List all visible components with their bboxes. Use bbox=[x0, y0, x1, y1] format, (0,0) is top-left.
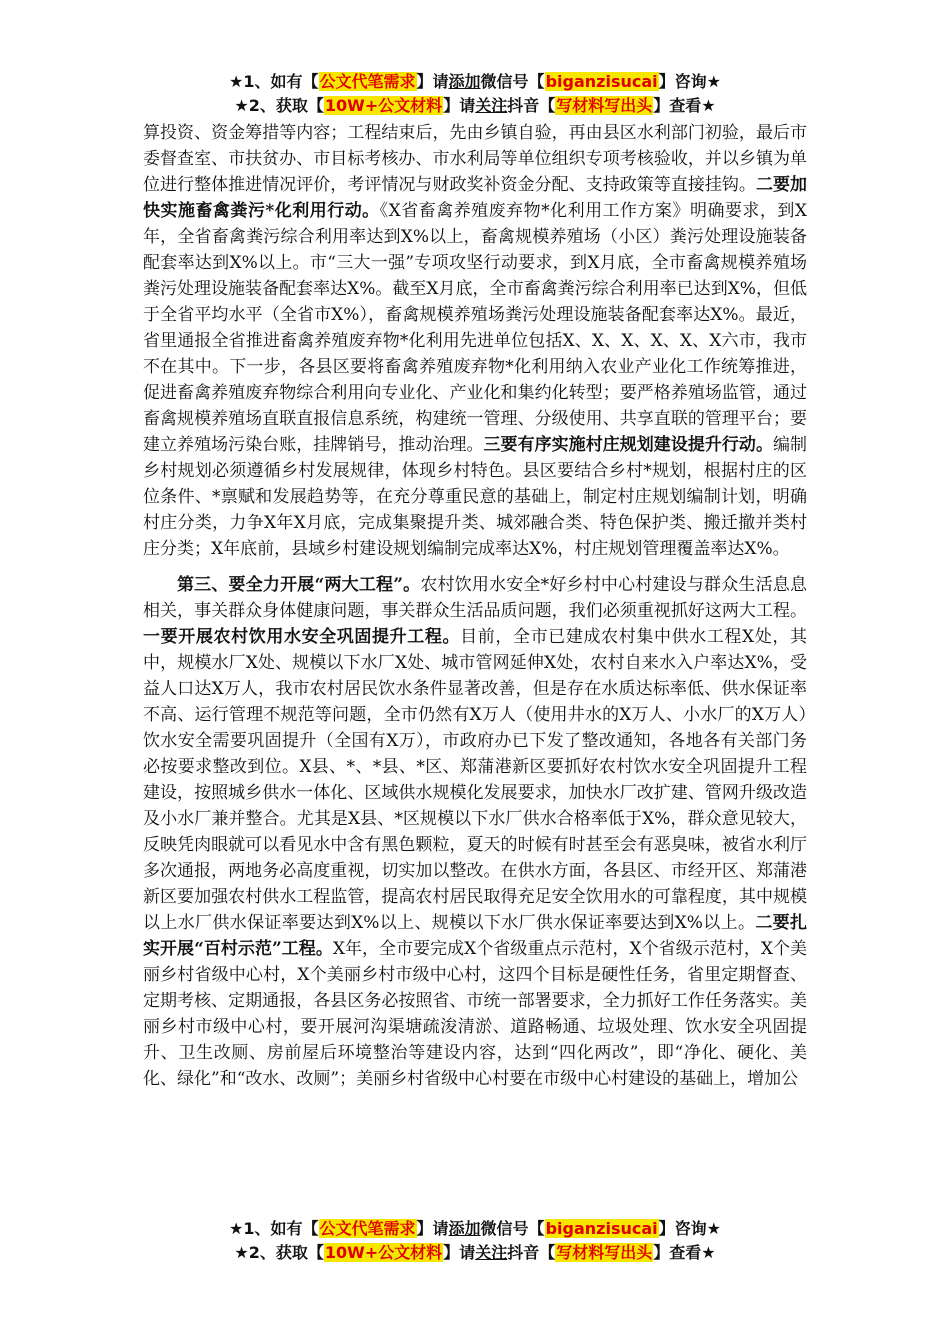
paragraph-text: 算投资、资金筹措等内容；工程结束后，先由乡镇自验，再由县区水利部门初验，最后市委督查室、市扶贫办、市目标考核办、市水利局等单位组织专项考核验收，并以乡镇为单位进行整体推进情况评价，考评情况与财政奖补资金分配、支持政策等直接挂钩。 bbox=[143, 123, 807, 195]
promo-line-1 bbox=[0, 1217, 950, 1241]
paragraph-text: 农村饮用水安全*好乡村中心村建设与群众生活息息相关，事关群众身体健康问题，事关群众生活品质问题，我们必须重视抓好这两大工程。 bbox=[143, 575, 807, 621]
promo-text: 】咨询★ bbox=[658, 1219, 721, 1238]
paragraph-text: X年，全市要完成X个省级重点示范村，X个省级示范村，X个美丽乡村省级中心村，X个美丽乡村市级中心村，这四个目标是硬性任务，省里定期督查、定期考核、定期通报，各县区务必按照省、市统一部署要求，全力抓好工作任务落实。美丽乡村市级中心村，要开展河沟渠塘疏浚清淤、道路畅通、垃圾处理、饮水安全巩固提升、卫生改厕、房前屋后环境整治等建设内容，达到“四化两改”，即“净化、硬化、美化、绿化”和“改水、改厕”；美丽乡村省级中心村要在市级中心村建设的基础上，增加公 bbox=[143, 939, 807, 1089]
highlight-tag: biganzisucai bbox=[545, 72, 658, 91]
bold-heading: 二要扎实开展“百村示范”工程。 bbox=[143, 913, 808, 959]
promo-text: 】请 bbox=[443, 1243, 476, 1262]
header-promo-banner bbox=[0, 70, 950, 118]
promo-text: ★2、获取【 bbox=[234, 96, 324, 115]
promo-text: 】查看★ bbox=[653, 96, 716, 115]
highlight-tag: 写材料写出头 bbox=[556, 96, 653, 115]
highlight-tag: 10W+公文材料 bbox=[324, 96, 443, 115]
underlined-text: 关注 bbox=[475, 96, 508, 115]
footer-promo-banner bbox=[0, 1217, 950, 1265]
promo-text: ★1、如有【 bbox=[229, 72, 319, 91]
document-body bbox=[143, 120, 807, 1092]
body-paragraph bbox=[143, 120, 807, 562]
promo-text: 】请 bbox=[416, 1219, 449, 1238]
underlined-text: 添加 bbox=[448, 72, 481, 91]
promo-line-2 bbox=[0, 94, 950, 118]
highlight-tag: 公文代笔需求 bbox=[319, 1219, 416, 1238]
promo-text: 】请 bbox=[416, 72, 449, 91]
promo-line-1 bbox=[0, 70, 950, 94]
highlight-tag: biganzisucai bbox=[545, 1219, 658, 1238]
promo-line-2 bbox=[0, 1241, 950, 1265]
promo-text: 抖音【 bbox=[507, 96, 556, 115]
section-heading: 第三、要全力开展“两大工程”。 bbox=[177, 575, 421, 595]
bold-heading: 三要有序实施村庄规划建设提升行动。 bbox=[483, 435, 773, 455]
highlight-tag: 公文代笔需求 bbox=[319, 72, 416, 91]
body-paragraph bbox=[143, 572, 807, 1092]
bold-heading: 一要开展农村饮用水安全巩固提升工程。 bbox=[143, 627, 461, 647]
underlined-text: 关注 bbox=[475, 1243, 508, 1262]
promo-text: ★1、如有【 bbox=[229, 1219, 319, 1238]
underlined-text: 添加 bbox=[448, 1219, 481, 1238]
promo-text: 微信号【 bbox=[480, 72, 545, 91]
paragraph-text: 编制乡村规划必须遵循乡村发展规律，体现乡村特色。县区要结合乡村*规划，根据村庄的区位条件、*禀赋和发展趋势等，在充分尊重民意的基础上，制定村庄规划编制计划，明确村庄分类，力争X年X月底，完成集聚提升类、城郊融合类、特色保护类、搬迁撤并类村庄分类；X年底前，县域乡村建设规划编制完成率达X%，村庄规划管理覆盖率达X%。 bbox=[143, 435, 808, 559]
promo-text: ★2、获取【 bbox=[234, 1243, 324, 1262]
promo-text: 】咨询★ bbox=[658, 72, 721, 91]
promo-text: 】查看★ bbox=[653, 1243, 716, 1262]
promo-text: 抖音【 bbox=[507, 1243, 556, 1262]
highlight-tag: 写材料写出头 bbox=[556, 1243, 653, 1262]
paragraph-text: 目前，全市已建成农村集中供水工程X处，其中，规模水厂X处、规模以下水厂X处、城市管网延伸X处，农村自来水入户率达X%，受益人口达X万人，我市农村居民饮水条件显著改善，但是存在水质达标率低、供水保证率不高、运行管理不规范等问题，全市仍然有X万人（使用井水的X万人、小水厂的X万人）饮水安全需要巩固提升（全国有X万），市政府办已下发了整改通知，各地各有关部门务必按要求整改到位。X县、*、*县、*区、郑蒲港新区要抓好农村饮水安全巩固提升工程建设，按照城乡供水一体化、区域供水规模化发展要求，加快水厂改扩建、管网升级改造及小水厂兼并整合。尤其是X县、*区规模以下水厂供水合格率低于X%，群众意见较大，反映凭肉眼就可以看见水中含有黑色颗粒，夏天的时候有时甚至会有恶臭味，被省水利厅多次通报，两地务必高度重视，切实加以整改。在供水方面，各县区、市经开区、郑蒲港新区要加强农村供水工程监管，提高农村居民取得充足安全饮用水的可靠程度，其中规模以上水厂供水保证率要达到X%以上、规模以下水厂供水保证率要达到X%以上。 bbox=[143, 627, 807, 933]
highlight-tag: 10W+公文材料 bbox=[324, 1243, 443, 1262]
promo-text: 】请 bbox=[443, 96, 476, 115]
bold-heading: 二要加快实施畜禽粪污*化利用行动。 bbox=[143, 175, 808, 221]
paragraph-text: 《X省畜禽养殖废弃物*化利用工作方案》明确要求，到X年，全省畜禽粪污综合利用率达到X%以上，畜禽规模养殖场（小区）粪污处理设施装备配套率达到X%以上。市“三大一强”专项攻坚行动要求，到X月底，全市畜禽规模养殖场粪污处理设施装备配套率达X%。截至X月底，全市畜禽粪污综合利用率已达到X%，但低于全省平均水平（全省市X%），畜禽规模养殖场粪污处理设施装备配套率达X%。最近，省里通报全省推进畜禽养殖废弃物*化利用先进单位包括X、X、X、X、X、X六市，我市不在其中。下一步，各县区要将畜禽养殖废弃物*化利用纳入农业产业化工作统筹推进，促进畜禽养殖废弃物综合利用向专业化、产业化和集约化转型；要严格养殖场监管，通过畜禽规模养殖场直联直报信息系统，构建统一管理、分级使用、共享直联的管理平台；要建立养殖场污染台账，挂牌销号，推动治理。 bbox=[143, 201, 807, 455]
promo-text: 微信号【 bbox=[480, 1219, 545, 1238]
